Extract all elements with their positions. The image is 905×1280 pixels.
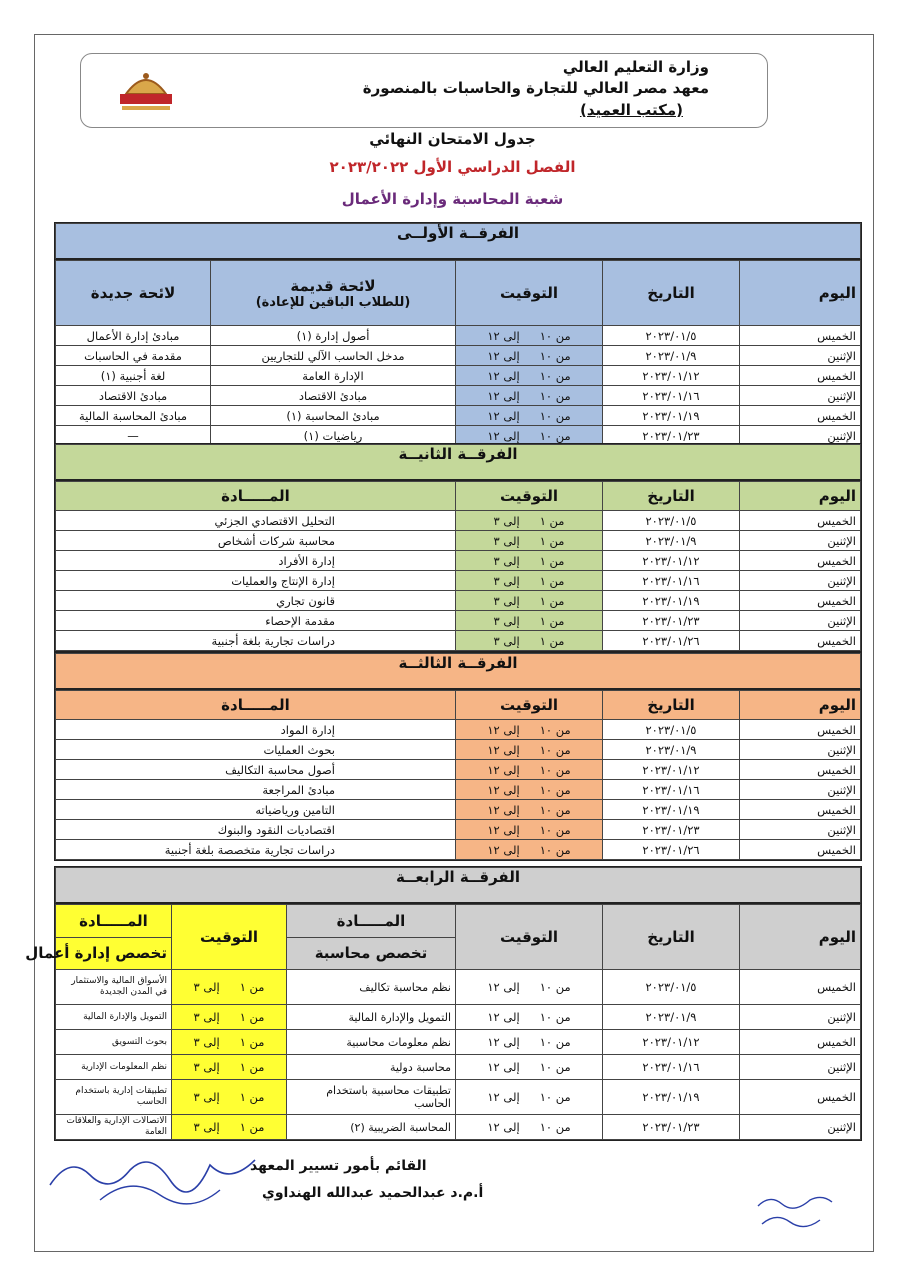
date-cell: ٢٠٢٣/٠١/٢٣ [603,1115,740,1140]
time-to: إلى ٣ [493,633,520,648]
table-row [56,760,861,780]
time-from: من ١٠ [539,762,571,777]
day-cell: الإثنين [740,531,861,551]
date-cell: ٢٠٢٣/٠١/٩ [603,531,740,551]
time-cell [456,326,603,346]
time-cell [456,1115,603,1140]
time-to: إلى ١٢ [487,1035,520,1049]
time-cell [456,1030,603,1055]
day-cell: الخميس [740,1030,861,1055]
time-from: من ١٠ [539,1010,571,1024]
time-from: من ١٠ [539,388,571,403]
time-to: إلى ١٢ [487,1010,520,1024]
time-cell [456,760,603,780]
time-cell [172,1005,287,1030]
subject-cell: التامين ورياضياته [56,800,456,820]
time-to: إلى ٣ [193,1090,220,1104]
year2-header-row [56,482,861,511]
time-to: إلى ١٢ [487,980,520,994]
time-from: من ١ [239,980,265,994]
acc-subject-cell: محاسبة دولية [287,1055,456,1080]
day-cell: الإثنين [740,386,861,406]
office-name: (مكتب العميد) [579,101,683,119]
division-title: شعبة المحاسبة وإدارة الأعمال [341,190,564,208]
date-cell: ٢٠٢٣/٠١/١٩ [603,591,740,611]
year1-table [54,222,862,447]
table-row [56,840,861,860]
table-row [56,366,861,386]
date-cell: ٢٠٢٣/٠١/١٩ [603,1080,740,1115]
date-cell: ٢٠٢٣/٠١/٥ [603,511,740,531]
time-from: من ١ [239,1120,265,1134]
mgmt-subject-cell: الاتصالات الإدارية والعلاقات العامة [56,1115,172,1140]
time-from: من ١ [239,1060,265,1074]
day-cell: الخميس [740,631,861,651]
date-header: التاريخ [603,691,740,720]
time-from: من ١ [539,573,565,588]
time-to: إلى ٣ [193,1120,220,1134]
signature-scribble [40,1145,270,1215]
day-header: اليوم [740,905,861,970]
time-from: من ١٠ [539,782,571,797]
time-from: من ١٠ [539,348,571,363]
date-cell: ٢٠٢٣/٠١/٥ [603,720,740,740]
year2-band: الفرقــة الثانيــة [55,444,861,481]
year3-table [54,652,862,861]
day-cell: الخميس [740,591,861,611]
time-to: إلى ١٢ [487,328,520,343]
time-from: من ١٠ [539,842,571,857]
acc-subject-cell: التمويل والإدارة المالية [287,1005,456,1030]
table-row [56,591,861,611]
time-header: التوقيت [456,482,603,511]
time-cell [172,1080,287,1115]
institute-name: معهد مصر العالي للتجارة والحاسبات بالمنصورة [362,79,709,97]
day-header: اليوم [740,691,861,720]
mgmt-subject-cell: التمويل والإدارة المالية [56,1005,172,1030]
time-to: إلى ٣ [193,980,220,994]
mgmt-subject-cell: بحوث التسويق [56,1030,172,1055]
day-cell: الخميس [740,406,861,426]
mgmt-subject-cell: نظم المعلومات الإدارية [56,1055,172,1080]
time-cell [456,346,603,366]
day-cell: الإثنين [740,1005,861,1030]
time-from: من ١٠ [539,980,571,994]
date-cell: ٢٠٢٣/٠١/١٢ [603,1030,740,1055]
date-cell: ٢٠٢٣/٠١/١٦ [603,571,740,591]
time-to: إلى ٣ [493,593,520,608]
time-from: من ١ [539,633,565,648]
time-from: من ١٠ [539,742,571,757]
time-cell [172,970,287,1005]
date-header: التاريخ [603,905,740,970]
subject-cell: مقدمة الإحصاء [56,611,456,631]
time-from: من ١ [539,613,565,628]
time-to: إلى ١٢ [487,408,520,423]
mgmt-subject-cell: تطبيقات إدارية باستخدام الحاسب [56,1080,172,1115]
subject-cell: اقتصاديات النقود والبنوك [56,820,456,840]
old-subject-cell: مبادئ المحاسبة (١) [211,406,456,426]
table-row [56,1080,861,1115]
time-cell [456,611,603,631]
time-to: إلى ٣ [193,1035,220,1049]
new-subject-cell: مقدمة في الحاسبات [56,346,211,366]
date-header: التاريخ [603,482,740,511]
time-cell [456,551,603,571]
time-to: إلى ٣ [493,513,520,528]
table-row [56,720,861,740]
table-row [56,406,861,426]
date-cell: ٢٠٢٣/٠١/٩ [603,346,740,366]
table-row [56,346,861,366]
old-subject-cell: مبادئ الاقتصاد [211,386,456,406]
day-cell: الإثنين [740,611,861,631]
time-from: من ١ [239,1090,265,1104]
date-cell: ٢٠٢٣/٠١/١٢ [603,551,740,571]
time-to: إلى ٣ [493,553,520,568]
mgmt-subject-header: المـــــادة [56,905,172,938]
table-row [56,800,861,820]
time-to: إلى ٣ [493,613,520,628]
date-cell: ٢٠٢٣/٠١/٢٣ [603,426,740,446]
date-cell: ٢٠٢٣/٠١/٥ [603,326,740,346]
date-cell: ٢٠٢٣/٠١/١٦ [603,386,740,406]
time-from: من ١ [539,593,565,608]
time2-header: التوقيت [172,905,287,970]
old-subject-cell: الإدارة العامة [211,366,456,386]
time-cell [456,1055,603,1080]
time-to: إلى ١٢ [487,822,520,837]
year1-band: الفرقــة الأولــى [55,223,861,260]
time-cell [456,970,603,1005]
day-cell: الخميس [740,1080,861,1115]
table-row [56,571,861,591]
semester-title: الفصل الدراسي الأول ٢٠٢٣/٢٠٢٢ [329,158,576,176]
time-to: إلى ١٢ [487,742,520,757]
table-row [56,970,861,1005]
subject-header: المـــــادة [56,482,456,511]
new-subject-cell: مبادئ الاقتصاد [56,386,211,406]
subject-cell: إدارة المواد [56,720,456,740]
institute-logo [112,60,180,116]
time-cell [172,1030,287,1055]
corner-initials [750,1190,840,1234]
time-cell [456,1005,603,1030]
acc-specialization-header: تخصص محاسبة [287,937,456,970]
table-row [56,1005,861,1030]
time-to: إلى ١٢ [487,762,520,777]
year1-header-row [56,261,861,326]
time-from: من ١٠ [539,802,571,817]
time-from: من ١٠ [539,1060,571,1074]
table-row [56,326,861,346]
day-cell: الخميس [740,760,861,780]
day-header: اليوم [740,261,861,326]
time-from: من ١ [239,1010,265,1024]
time-cell [456,366,603,386]
year4-table [25,866,862,1141]
time-cell [456,591,603,611]
time-to: إلى ١٢ [487,722,520,737]
old-regulation-header: لائحة قديمة (للطلاب الباقين للإعادة) [211,261,456,326]
time-cell [456,511,603,531]
time-cell [456,720,603,740]
day-cell: الخميس [740,970,861,1005]
time-to: إلى ١٢ [487,1090,520,1104]
time-from: من ١ [239,1035,265,1049]
time-cell [456,571,603,591]
ministry-name: وزارة التعليم العالي [562,58,709,76]
day-cell: الخميس [740,326,861,346]
time-cell [456,800,603,820]
time-from: من ١٠ [539,722,571,737]
time-to: إلى ٣ [193,1060,220,1074]
day-cell: الإثنين [740,1055,861,1080]
time-to: إلى ١٢ [487,348,520,363]
day-cell: الإثنين [740,571,861,591]
new-subject-cell: مبادئ إدارة الأعمال [56,326,211,346]
acc-subject-cell: نظم محاسبة تكاليف [287,970,456,1005]
time-to: إلى ١٢ [487,1060,520,1074]
subject-cell: محاسبة شركات أشخاص [56,531,456,551]
subject-cell: مبادئ المراجعة [56,780,456,800]
day-cell: الإثنين [740,1115,861,1140]
subject-cell: دراسات تجارية بلغة أجنبية [56,631,456,651]
date-cell: ٢٠٢٣/٠١/٢٦ [603,631,740,651]
date-cell: ٢٠٢٣/٠١/١٩ [603,406,740,426]
year3-band: الفرقــة الثالثــة [55,653,861,690]
time-to: إلى ١٢ [487,368,520,383]
time-to: إلى ١٢ [487,842,520,857]
time-to: إلى ١٢ [487,782,520,797]
table-row [56,740,861,760]
date-cell: ٢٠٢٣/٠١/٢٣ [603,611,740,631]
time-cell [456,386,603,406]
day-cell: الخميس [740,840,861,860]
acc-subject-cell: نظم معلومات محاسبية [287,1030,456,1055]
time-cell [456,1080,603,1115]
day-cell: الخميس [740,800,861,820]
date-header: التاريخ [603,261,740,326]
acc-subject-cell: المحاسبة الضريبية (٢) [287,1115,456,1140]
acc-subject-header: المـــــادة [287,905,456,938]
year4-band: الفرقــة الرابعــة [55,867,861,904]
time-from: من ١٠ [539,428,571,443]
subject-cell: إدارة الإنتاج والعمليات [56,571,456,591]
new-subject-cell: لغة أجنبية (١) [56,366,211,386]
mgmt-subject-cell: الأسواق المالية والاستثمار في المدن الجديدة [56,970,172,1005]
subject-cell: إدارة الأفراد [56,551,456,571]
year2-table [54,443,862,652]
time-from: من ١ [539,553,565,568]
date-cell: ٢٠٢٣/٠١/١٦ [603,780,740,800]
main-title: جدول الامتحان النهائي [369,130,536,148]
time-to: إلى ٣ [493,573,520,588]
day-cell: الخميس [740,511,861,531]
subject-cell: أصول محاسبة التكاليف [56,760,456,780]
day-cell: الإثنين [740,740,861,760]
subject-cell: التحليل الاقتصادي الجزئي [56,511,456,531]
table-row [56,820,861,840]
new-regulation-header: لائحة جديدة [56,261,211,326]
table-row [56,1055,861,1080]
old-subject-cell: مدخل الحاسب الآلي للتجاريين [211,346,456,366]
year4-header-row-1 [56,905,861,938]
time-to: إلى ٣ [493,533,520,548]
time-cell [456,531,603,551]
table-row [56,780,861,800]
day-cell: الخميس [740,551,861,571]
acc-subject-cell: تطبيقات محاسبية باستخدام الحاسب [287,1080,456,1115]
time-header: التوقيت [456,261,603,326]
subject-header: المـــــادة [56,691,456,720]
old-subject-cell: رياضيات (١) [211,426,456,446]
date-cell: ٢٠٢٣/٠١/١٦ [603,1055,740,1080]
day-cell: الإثنين [740,346,861,366]
time-cell [456,406,603,426]
time-cell [172,1055,287,1080]
time-from: من ١٠ [539,1120,571,1134]
day-cell: الإثنين [740,426,861,446]
time-from: من ١٠ [539,1090,571,1104]
time-cell [456,740,603,760]
new-subject-cell: — [56,426,211,446]
table-row [56,531,861,551]
subject-cell: قانون تجاري [56,591,456,611]
time-from: من ١٠ [539,408,571,423]
day-cell: الإثنين [740,780,861,800]
date-cell: ٢٠٢٣/٠١/١٢ [603,366,740,386]
table-row [56,511,861,531]
time-from: من ١٠ [539,328,571,343]
subject-cell: بحوث العمليات [56,740,456,760]
time-header: التوقيت [456,905,603,970]
time-cell [456,780,603,800]
time-cell [172,1115,287,1140]
date-cell: ٢٠٢٣/٠١/٢٦ [603,840,740,860]
time-from: من ١ [539,533,565,548]
time-cell [456,840,603,860]
time-to: إلى ٣ [193,1010,220,1024]
table-row [56,1030,861,1055]
new-subject-cell: مبادئ المحاسبة المالية [56,406,211,426]
time-from: من ١ [539,513,565,528]
subject-cell: دراسات تجارية متخصصة بلغة أجنبية [56,840,456,860]
time-cell [456,631,603,651]
date-cell: ٢٠٢٣/٠١/٥ [603,970,740,1005]
time-cell [456,820,603,840]
table-row [56,631,861,651]
day-cell: الإثنين [740,820,861,840]
time-to: إلى ١٢ [487,1120,520,1134]
time-header: التوقيت [456,691,603,720]
date-cell: ٢٠٢٣/٠١/٢٣ [603,820,740,840]
date-cell: ٢٠٢٣/٠١/٩ [603,740,740,760]
day-header: اليوم [740,482,861,511]
day-cell: الخميس [740,720,861,740]
day-cell: الخميس [740,366,861,386]
date-cell: ٢٠٢٣/٠١/٩ [603,1005,740,1030]
time-to: إلى ١٢ [487,428,520,443]
table-row [56,1115,861,1140]
signature-role: القائم بأمور تسيير المعهد [250,1158,427,1174]
year3-header-row [56,691,861,720]
table-row [56,551,861,571]
table-row [56,386,861,406]
time-from: من ١٠ [539,1035,571,1049]
time-from: من ١٠ [539,368,571,383]
old-subject-cell: أصول إدارة (١) [211,326,456,346]
signature-name: أ.م.د عبدالحميد عبدالله الهنداوي [262,1185,484,1201]
time-to: إلى ١٢ [487,802,520,817]
table-row [56,611,861,631]
mgmt-specialization-header: تخصص إدارة أعمال [56,937,172,970]
time-to: إلى ١٢ [487,388,520,403]
date-cell: ٢٠٢٣/٠١/١٩ [603,800,740,820]
date-cell: ٢٠٢٣/٠١/١٢ [603,760,740,780]
time-from: من ١٠ [539,822,571,837]
